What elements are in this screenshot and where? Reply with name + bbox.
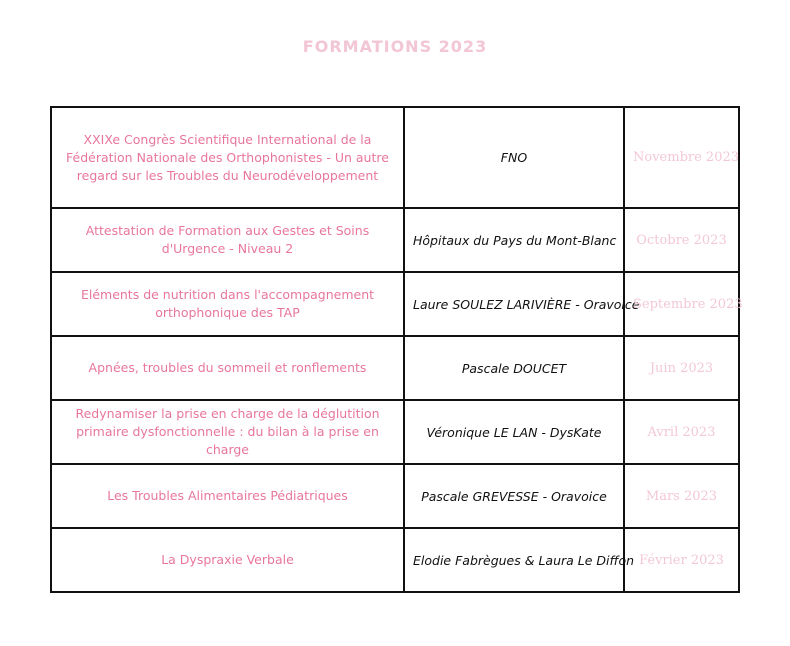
page-title: FORMATIONS 2023 [302,37,488,56]
formation-date: Juin 2023 [624,336,739,400]
formation-title: Attestation de Formation aux Gestes et Soins d'Urgence - Niveau 2 [51,208,404,272]
formation-title: Les Troubles Alimentaires Pédiatriques [51,464,404,528]
formation-organizer: Véronique LE LAN - DysKate [404,400,624,464]
formation-date: Novembre 2023 [624,107,739,208]
formation-date: Avril 2023 [624,400,739,464]
formation-title: Apnées, troubles du sommeil et ronflements [51,336,404,400]
formation-title: Redynamiser la prise en charge de la déglutition primaire dysfonctionnelle : du bilan à la prise en charge [51,400,404,464]
table-row [51,272,739,336]
table-row [51,336,739,400]
formation-organizer: Laure SOULEZ LARIVIÈRE - Oravoice [404,272,624,336]
formation-organizer: Pascale GREVESSE - Oravoice [404,464,624,528]
formation-organizer: Hôpitaux du Pays du Mont-Blanc [404,208,624,272]
table-row [51,107,739,208]
formations-table [50,106,743,593]
formation-organizer: FNO [404,107,624,208]
table-row [51,400,739,464]
formation-organizer: Pascale DOUCET [404,336,624,400]
formation-title: XXIXe Congrès Scientifique International de la Fédération Nationale des Orthophonistes - Un autre regard sur les Troubles du Neurodéveloppement [51,107,404,208]
formation-date: Septembre 2023 [624,272,739,336]
formation-title: La Dyspraxie Verbale [51,528,404,592]
formation-date: Octobre 2023 [624,208,739,272]
table-row [51,528,739,592]
formation-organizer: Elodie Fabrègues & Laura Le Diffon [404,528,624,592]
formation-title: Eléments de nutrition dans l'accompagnement orthophonique des TAP [51,272,404,336]
formation-date: Février 2023 [624,528,739,592]
formation-date: Mars 2023 [624,464,739,528]
table-row [51,208,739,272]
table-row [51,464,739,528]
